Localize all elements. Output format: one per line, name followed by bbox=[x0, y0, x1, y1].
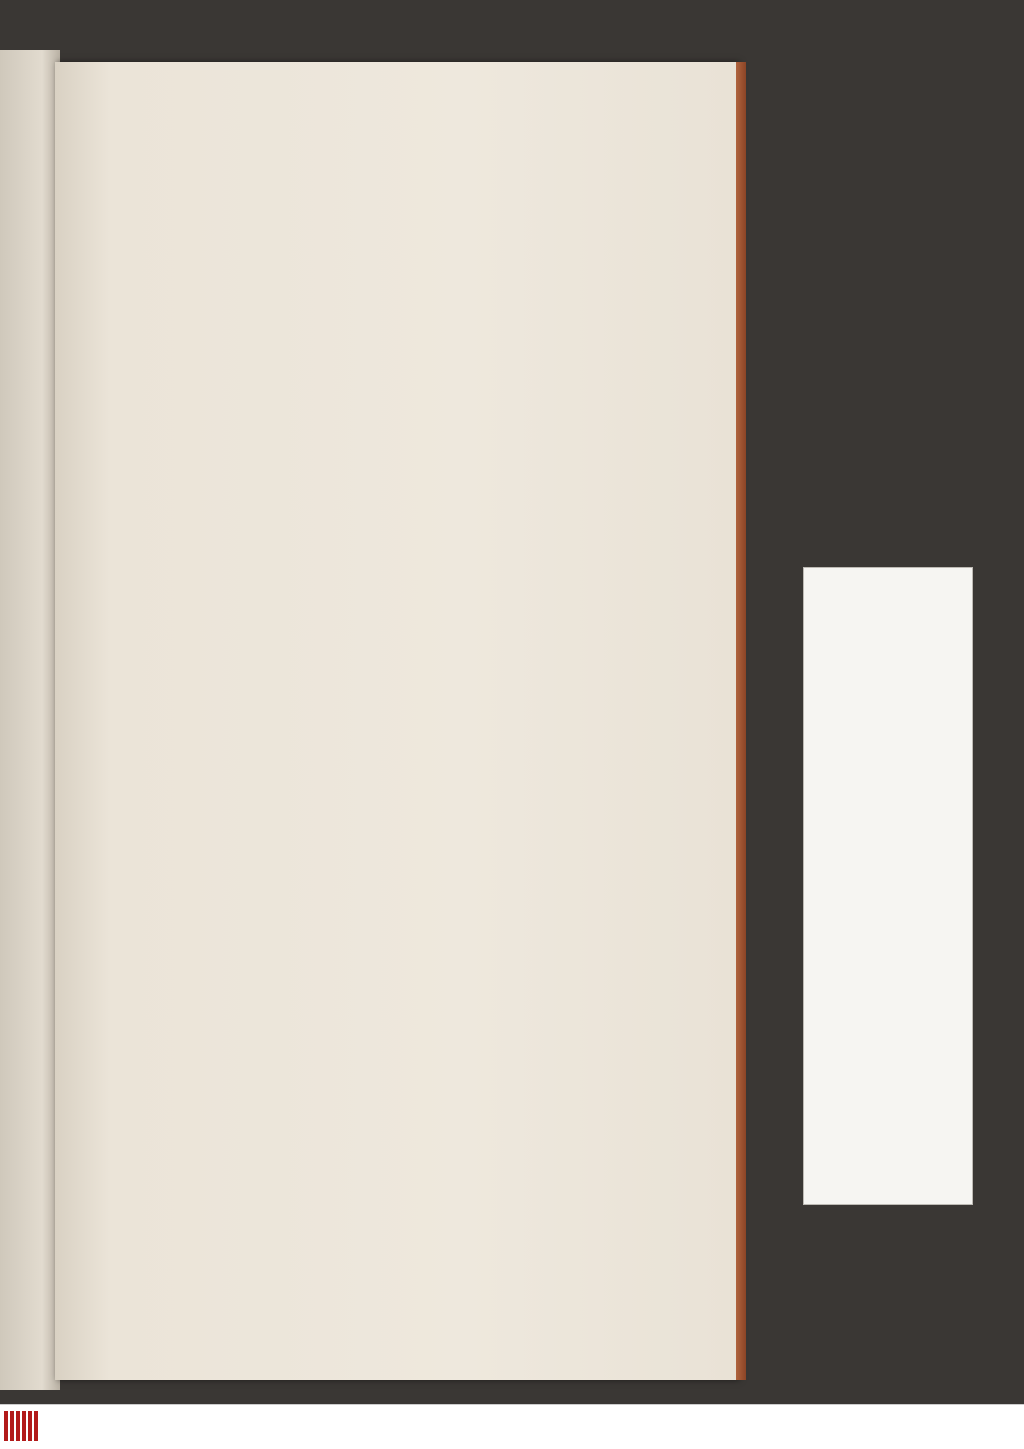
color-scale-card bbox=[803, 567, 973, 1205]
book-page bbox=[55, 62, 738, 1380]
footer-bar bbox=[0, 1404, 1024, 1449]
page-red-edge bbox=[736, 62, 746, 1380]
ruler bbox=[844, 616, 860, 1136]
hab-logo-icon bbox=[4, 1411, 42, 1441]
adjacent-page-edge bbox=[0, 50, 60, 1390]
